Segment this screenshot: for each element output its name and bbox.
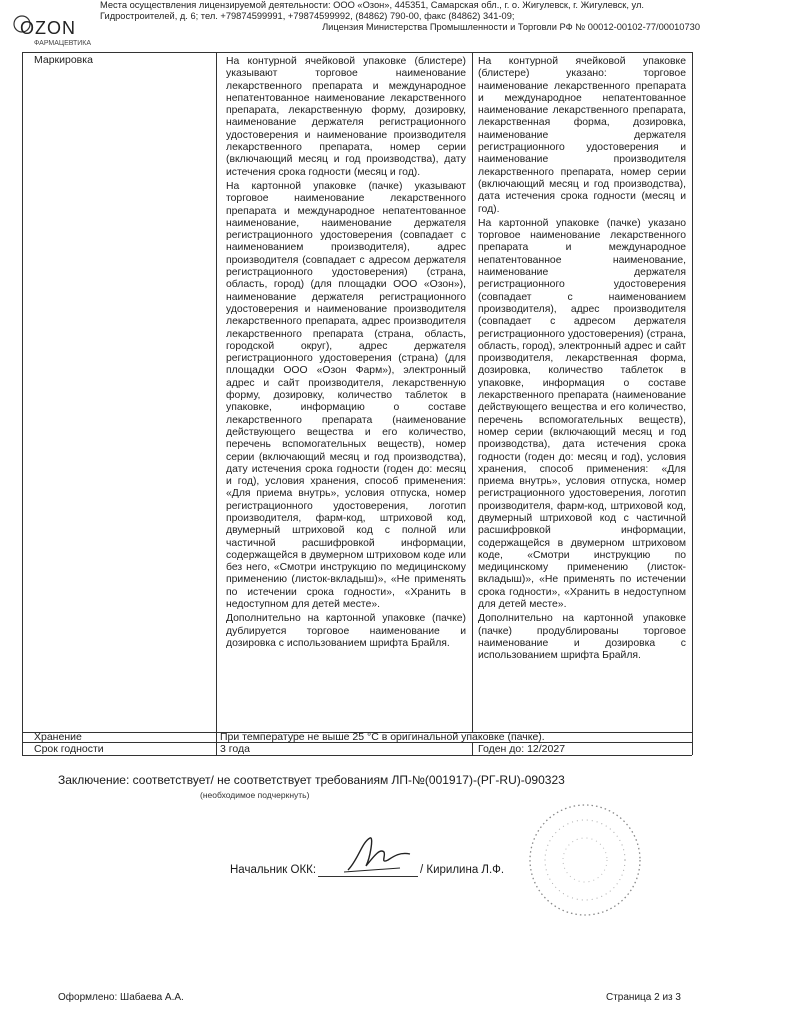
row-label-storage: Хранение — [34, 731, 82, 743]
table-top-border — [22, 52, 692, 53]
right-carton-paragraph: На картонной упаковке (пачке) указано торговое наименование лекарственного препарата и международное непатентованное наименование, наименование держателя регистрационного удостоверения (совпадает с наименованием производителя), адрес производителя (совпадает с адресом держателя регистрационного удостоверения) (страна, область, город), электронный адрес и сайт производителя, лекарственная форма, дозировка, количество таблеток в упаковке, информация о составе лекарственного препарата (наименование действующего вещества и его количество, перечень вспомогательных веществ), номер серии (включающий месяц и год производства), дата истечения срока годности (годен до: месяц и год), условия хранения, способ применения: «Для приема внутрь», условия отпуска, номер регистрационного удостоверения, логотип производителя, фарм-код, штриховой код, двумерный штриховой код с частичной расшифровкой информации, содержащейся в двумерном штриховом коде, «Смотри инструкцию по медицинскому применению (листок-вкладыш)», «Не применять по истечении срока годности», «Хранить в недоступном для детей месте». — [478, 217, 686, 611]
left-carton-paragraph: На картонной упаковке (пачке) указывают торговое наименование лекарственного препарата и международное непатентованное наименование, наименование держателя регистрационного удостоверения (совпадает с наименованием производителя), адрес производителя (совпадает с адресом держателя регистрационного удостоверения) (страна, область, город) (для площадки ООО «Озон»), наименование держателя регистрационного удостоверения и наименование производителя лекарственного препарата, адрес производителя лекарственного препарата (страна, область, городской округ), адрес держателя регистрационного удостоверения (страна) (для площадки ООО «Озон Фарм»), электронный адрес и сайт производителя, лекарственную форму, дозировку, количество таблеток в упаковке, информацию о составе лекарственного препарата (наименование действующего вещества и его количество, перечень вспомогательных веществ), номер серии (включающий месяц и год производства), дату истечения срока годности (годен до: месяц и год), условия хранения, способ применения: «Для приема внутрь», условия отпуска, номер регистрационного удостоверения, логотип производителя, фарм-код, штриховой код, двумерный штриховой код с полной или частичной расшифровкой информации, содержащейся в двумерном штриховом коде или без него, «Смотри инструкцию по медицинскому применению (листок-вкладыш)», «Не применять по истечении срока годности», «Хранить в недоступном для детей месте». — [226, 180, 466, 611]
page-number: Страница 2 из 3 — [606, 992, 681, 1003]
marking-left-column — [226, 56, 466, 652]
logo-text: OZON — [20, 18, 76, 38]
shelf-life-left: 3 года — [220, 743, 250, 755]
table-column-divider — [472, 52, 473, 732]
row-label-marking: Маркировка — [34, 54, 93, 66]
shelf-life-right: Годен до: 12/2027 — [478, 743, 566, 755]
header-line-2: Гидростроителей, д. 6; тел. +79874599991, +79874599992, (84862) 790-00, факс (84862) 341-09; — [100, 11, 515, 21]
document-header — [100, 0, 700, 33]
marking-right-column — [478, 56, 686, 665]
header-license: Лицензия Министерства Промышленности и Торговли РФ № 00012-00102-77/00010730 — [322, 22, 700, 32]
right-blister-paragraph: На контурной ячейковой упаковке (блистере) указано: торговое наименование лекарственного препарата и международное непатентованное наименование лекарственного препарата, лекарственная форма, дозировка, наименование держателя регистрационного удостоверения и наименование производителя лекарственного препарата, номер серии (включающий месяц и год производства), дата истечения срока годности (месяц и год). — [478, 56, 686, 215]
table-left-border — [22, 52, 23, 755]
prepared-by: Оформлено: Шабаева А.А. — [58, 992, 184, 1003]
conclusion-text: Заключение: соответствует/ не соответствует требованиям ЛП-№(001917)-(РГ-RU)-090323 — [58, 773, 565, 787]
logo-subtext: ФАРМАЦЕВТИКА — [34, 40, 92, 47]
left-blister-paragraph: На контурной ячейковой упаковке (блистере) указывают торговое наименование лекарственного препарата и международное непатентованное наименование лекарственного препарата, лекарственную форму, дозировку, наименование держателя регистрационного удостоверения и наименование производителя лекарственного препарата, номер серии (включающий месяц и год производства), дату истечения срока годности (месяц и год). — [226, 56, 466, 178]
left-braille-paragraph: Дополнительно на картонной упаковке (пачке) дублируется торговое наименование и дозировка с использованием шрифта Брайля. — [226, 613, 466, 649]
table-label-divider — [216, 52, 217, 755]
storage-value: При температуре не выше 25 °С в оригинальной упаковке (пачке). — [220, 731, 545, 743]
company-logo — [12, 6, 90, 50]
conclusion-note: (необходимое подчеркнуть) — [200, 790, 310, 800]
handwritten-signature-icon — [340, 830, 420, 880]
signature-label: Начальник ОКК: — [230, 864, 317, 876]
row-label-shelf-life: Срок годности — [34, 743, 104, 755]
table-right-border — [692, 52, 693, 755]
stamp-mark-icon — [520, 795, 650, 925]
header-line-1: Места осуществления лицензируемой деятельности: ООО «Озон», 445351, Самарская обл., г. о. Жигулевск, г. Жигулевск, ул. — [100, 0, 644, 10]
table-bottom-border — [22, 755, 692, 756]
right-braille-paragraph: Дополнительно на картонной упаковке (пачке) продублированы торговое наименование и дозировка с использованием шрифта Брайля. — [478, 613, 686, 662]
signatory-name: / Кирилина Л.Ф. — [420, 864, 505, 876]
table-column-divider-shelf — [472, 742, 473, 755]
